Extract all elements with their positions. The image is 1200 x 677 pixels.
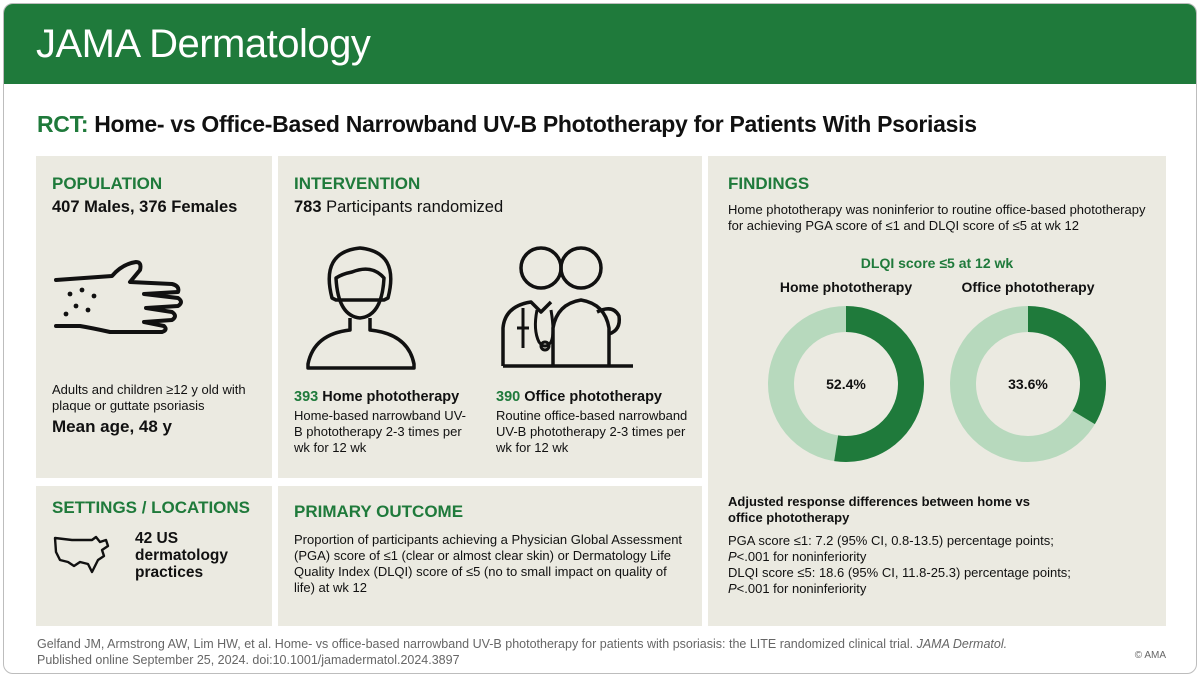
citation-journal: JAMA Dermatol. [916,637,1008,651]
intervention-total-text: Participants randomized [326,198,504,216]
primary-outcome-text: Proportion of participants achieving a Physician Global Assessment (PGA) score of ≤1 (clear or almost clear skin) or Dermatology Life Quality Index (DLQI) score of ≤5 (no to small impact on quality of life) at wk 12 [294,532,683,595]
population-label: POPULATION [52,174,163,193]
findings-dlqi-p-text: <.001 for noninferiority [736,581,867,596]
chart-title: DLQI score ≤5 at 12 wk [860,255,1014,271]
findings-pga-p: P<.001 for noninferiority [728,549,867,564]
settings-text: 42 US dermatology practices [135,530,229,581]
findings-pga-line: PGA score ≤1: 7.2 (95% CI, 0.8-13.5) percentage points; [728,533,1054,548]
findings-panel [708,156,1166,626]
arm-office-description: Routine office-based narrowband UV-B phototherapy 2-3 times per wk for 12 wk [496,408,688,455]
citation-line2: Published online September 25, 2024. doi:10.1001/jamadermatol.2024.3897 [37,653,460,667]
donut-home-label: Home phototherapy [779,279,913,295]
findings-subheading: Adjusted response differences between home vs office phototherapy [728,494,1030,525]
journal-title: JAMA Dermatology [36,22,371,66]
settings-label: SETTINGS / LOCATIONS [52,498,251,517]
population-age: Mean age, 48 y [52,417,173,436]
us-map-icon [52,532,112,574]
headline-title: Home- vs Office-Based Narrowband UV-B Phototherapy for Patients With Psoriasis [94,111,977,137]
findings-summary: Home phototherapy was noninferior to routine office-based phototherapy for achieving PGA score of ≤1 and DLQI score of ≤5 at wk 12 [728,202,1146,233]
findings-label: FINDINGS [728,174,810,193]
population-description: Adults and children ≥12 y old with plaque or guttate psoriasis [52,382,246,413]
arm-home-description: Home-based narrowband UV-B phototherapy 2-3 times per wk for 12 wk [294,408,466,455]
headline-prefix: RCT: [37,111,89,137]
donut-home-value: 52.4% [826,376,866,392]
findings-pga-p-text: <.001 for noninferiority [736,549,867,564]
arm-office-heading [496,389,662,405]
population-panel [36,156,272,478]
citation-line1 [37,636,1007,652]
donut-office-label: Office phototherapy [961,279,1095,295]
citation [37,636,1007,668]
arm-home-name: Home phototherapy [322,389,460,405]
person-icon [292,238,432,373]
hand-lesions-icon [50,256,190,336]
citation-text: Gelfand JM, Armstrong AW, Lim HW, et al. Home- vs office-based narrowband UV-B phototherapy for patients with psoriasis: the LITE randomized clinical trial. [37,637,914,651]
population-sex: 407 Males, 376 Females [52,198,238,216]
findings-dlqi-line: DLQI score ≤5: 18.6 (95% CI, 11.8-25.3) percentage points; [728,565,1071,580]
arm-home-number: 393 [294,389,319,405]
intervention-panel [278,156,702,478]
settings-panel [36,486,272,626]
copyright: © AMA [1134,650,1166,661]
infographic-frame [3,3,1197,674]
journal-header [4,4,1196,84]
intervention-total [294,198,503,217]
donut-office-value: 33.6% [1008,376,1048,392]
arm-office-name: Office phototherapy [524,389,662,405]
primary-outcome-label: PRIMARY OUTCOME [294,502,464,521]
clinician-patient-icon [493,238,643,373]
arm-office-number: 390 [496,389,521,405]
intervention-total-number: 783 [294,198,322,216]
findings-dlqi-p: P<.001 for noninferiority [728,581,867,596]
arm-home-heading [294,389,459,405]
headline [37,111,977,138]
intervention-label: INTERVENTION [294,174,421,193]
primary-outcome-panel [278,486,702,626]
